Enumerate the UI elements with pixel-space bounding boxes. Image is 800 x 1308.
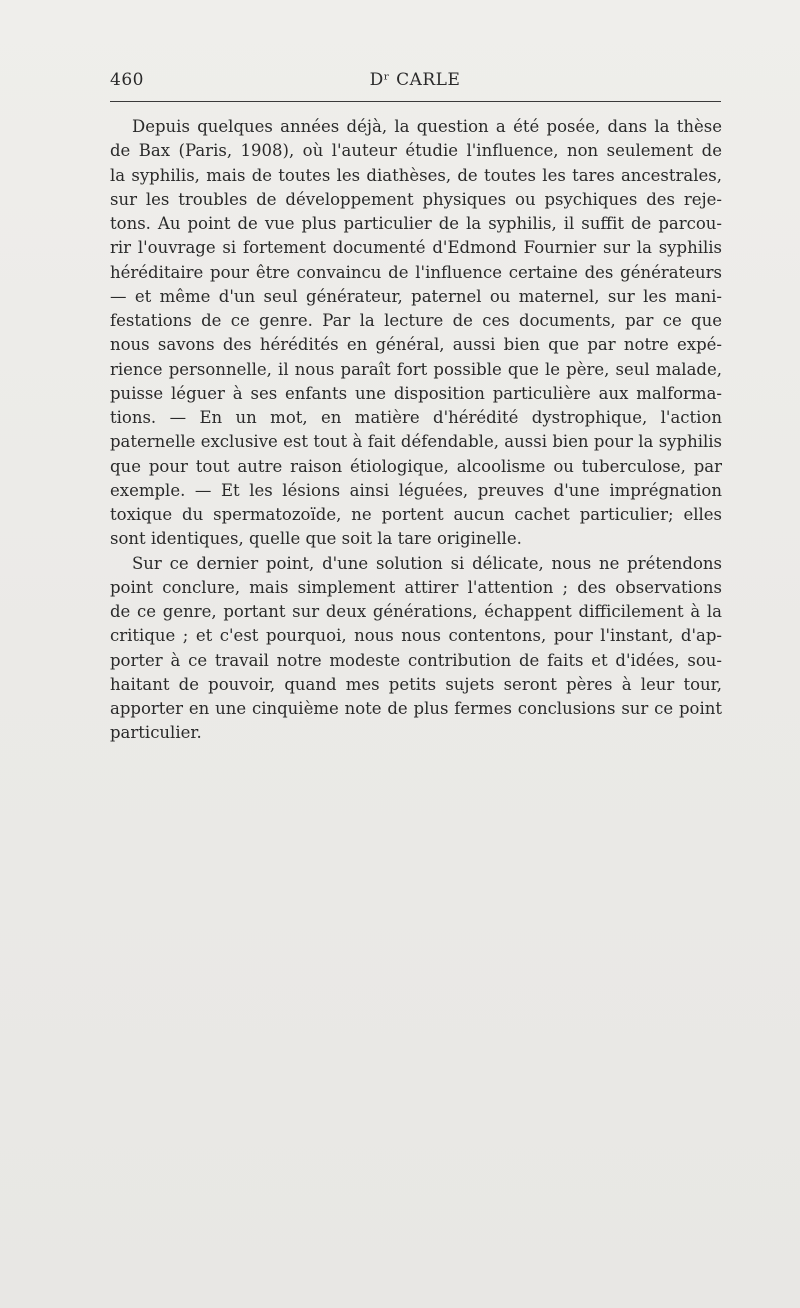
text-line: point conclure, mais simplement attirer l'attention ; des observations	[110, 577, 722, 597]
text-line: exemple. — Et les lésions ainsi léguées, preuves d'une imprégnation	[110, 480, 722, 500]
paragraph-2	[110, 552, 722, 746]
text-line: — et même d'un seul générateur, paternel ou maternel, sur les mani-	[110, 286, 722, 306]
text-line: porter à ce travail notre modeste contribution de faits et d'idées, sou-	[110, 650, 722, 670]
text-line: tons. Au point de vue plus particulier de la syphilis, il suffit de parcou-	[110, 214, 722, 233]
text-line: de ce genre, portant sur deux générations, échappent difficilement à la	[110, 602, 722, 621]
text-line: Depuis quelques années déjà, la question a été posée, dans la thèse	[132, 117, 722, 136]
text-line: particulier.	[110, 723, 202, 743]
text-line: héréditaire pour être convaincu de l'influence certaine des générateurs	[110, 262, 722, 282]
text-line: rir l'ouvrage si fortement documenté d'Edmond Fournier sur la syphilis	[110, 238, 722, 258]
text-line: apporter en une cinquième note de plus fermes conclusions sur ce point	[110, 699, 722, 718]
text-line: toxique du spermatozoïde, ne portent aucun cachet particulier; elles	[110, 505, 722, 524]
text-line: rience personnelle, il nous paraît fort possible que le père, seul malade,	[110, 359, 722, 379]
text-line: critique ; et c'est pourquoi, nous nous contentons, pour l'instant, d'ap-	[110, 626, 722, 646]
body-text	[110, 115, 722, 746]
text-line: que pour tout autre raison étiologique, alcoolisme ou tuberculose, par	[110, 456, 722, 476]
text-line: de Bax (Paris, 1908), où l'auteur étudie l'influence, non seulement de	[110, 141, 722, 161]
text-line: tions. — En un mot, en matière d'hérédité dystrophique, l'action	[110, 408, 722, 427]
text-line: nous savons des hérédités en général, aussi bien que par notre expé-	[110, 335, 722, 355]
text-line: la syphilis, mais de toutes les diathèses, de toutes les tares ancestrales,	[110, 165, 722, 185]
page-number: 460	[110, 70, 144, 90]
running-head: Dʳ CARLE	[369, 70, 461, 90]
text-line: haitant de pouvoir, quand mes petits sujets seront pères à leur tour,	[110, 674, 722, 694]
text-line: puisse léguer à ses enfants une disposition particulière aux malforma-	[110, 383, 722, 403]
page-header	[108, 70, 722, 92]
text-line: festations de ce genre. Par la lecture de ces documents, par ce que	[110, 311, 722, 330]
text-line: Sur ce dernier point, d'une solution si délicate, nous ne prétendons	[132, 553, 722, 573]
text-line: sur les troubles de développement physiques ou psychiques des reje-	[110, 189, 722, 209]
paragraph-1	[110, 115, 722, 552]
text-line: sont identiques, quelle que soit la tare originelle.	[110, 529, 522, 549]
text-line: paternelle exclusive est tout à fait défendable, aussi bien pour la syphilis	[110, 432, 722, 452]
header-rule	[110, 101, 721, 102]
